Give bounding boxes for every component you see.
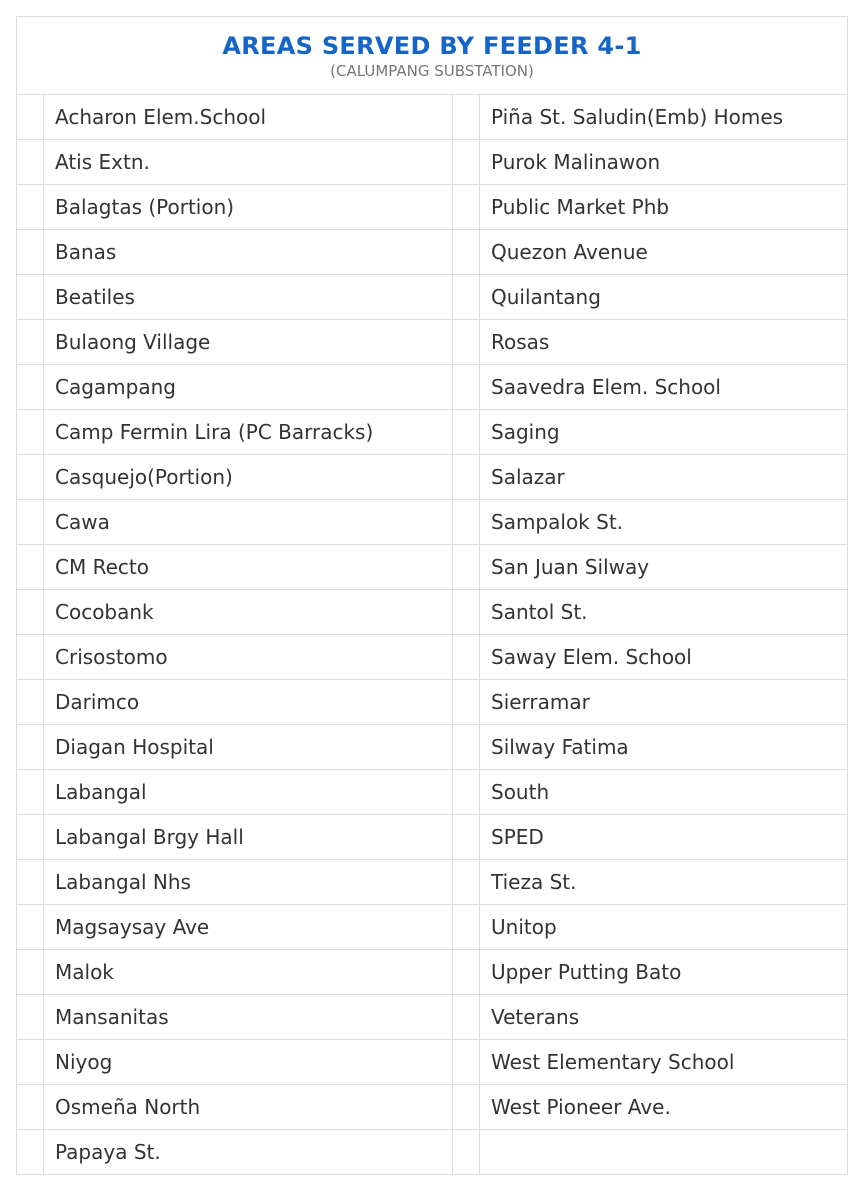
row-gutter — [453, 905, 480, 949]
row-gutter — [453, 545, 480, 589]
row-gutter — [17, 185, 44, 229]
area-name-cell: Casquejo(Portion) — [44, 455, 453, 499]
area-name-cell: Bulaong Village — [44, 320, 453, 364]
area-name-cell: Saging — [491, 420, 560, 444]
area-name-cell: Acharon Elem.School — [44, 95, 453, 139]
area-name-cell: Banas — [44, 230, 453, 274]
area-name-cell: Papaya St. — [44, 1130, 453, 1174]
row-gutter — [453, 860, 480, 904]
table-row — [17, 680, 847, 725]
area-name-cell: Atis Extn. — [44, 140, 453, 184]
row-gutter — [453, 365, 480, 409]
area-name-cell: Balagtas (Portion) — [44, 185, 453, 229]
row-gutter — [17, 635, 44, 679]
page-subtitle: (CALUMPANG SUBSTATION) — [330, 62, 534, 80]
row-gutter — [453, 1040, 480, 1084]
row-gutter — [453, 635, 480, 679]
page-title: AREAS SERVED BY FEEDER 4-1 — [222, 32, 642, 60]
row-gutter — [453, 140, 480, 184]
row-gutter — [17, 995, 44, 1039]
table-header — [17, 17, 847, 95]
area-name-cell: Unitop — [491, 915, 557, 939]
area-name-cell: Labangal Brgy Hall — [44, 815, 453, 859]
row-gutter — [453, 680, 480, 724]
area-name-cell: Rosas — [491, 330, 550, 354]
row-gutter — [17, 860, 44, 904]
table-row — [17, 365, 847, 410]
table-row — [17, 1130, 847, 1174]
table-row — [17, 905, 847, 950]
area-name-cell: Labangal Nhs — [44, 860, 453, 904]
row-gutter — [17, 95, 44, 139]
area-name-cell: Quezon Avenue — [491, 240, 648, 264]
area-name-cell: Labangal — [44, 770, 453, 814]
area-name-cell: West Pioneer Ave. — [491, 1095, 671, 1119]
row-gutter — [453, 725, 480, 769]
table-row — [17, 770, 847, 815]
row-gutter — [453, 500, 480, 544]
area-name-cell: Quilantang — [491, 285, 601, 309]
row-gutter — [453, 770, 480, 814]
row-gutter — [453, 1130, 480, 1174]
row-gutter — [17, 275, 44, 319]
area-name-cell: Camp Fermin Lira (PC Barracks) — [44, 410, 453, 454]
row-gutter — [17, 1040, 44, 1084]
area-name-cell — [480, 1130, 847, 1174]
row-gutter — [17, 590, 44, 634]
row-gutter — [17, 500, 44, 544]
area-name-cell: SPED — [491, 825, 544, 849]
row-gutter — [17, 1130, 44, 1174]
row-gutter — [17, 320, 44, 364]
table-row — [17, 815, 847, 860]
area-name-cell: CM Recto — [44, 545, 453, 589]
row-gutter — [453, 995, 480, 1039]
row-gutter — [453, 410, 480, 454]
row-gutter — [17, 545, 44, 589]
area-name-cell: Niyog — [44, 1040, 453, 1084]
table-row — [17, 635, 847, 680]
area-name-cell: Purok Malinawon — [491, 150, 661, 174]
area-name-cell: Veterans — [491, 1005, 580, 1029]
row-gutter — [17, 815, 44, 859]
table-row — [17, 950, 847, 995]
table-row — [17, 410, 847, 455]
row-gutter — [453, 590, 480, 634]
area-name-cell: Saway Elem. School — [491, 645, 692, 669]
area-name-cell: Cagampang — [44, 365, 453, 409]
area-name-cell: Tieza St. — [491, 870, 577, 894]
table-row — [17, 1040, 847, 1085]
area-name-cell: Darimco — [44, 680, 453, 724]
table-row — [17, 275, 847, 320]
area-name-cell: Salazar — [491, 465, 565, 489]
area-name-cell: Public Market Phb — [491, 195, 670, 219]
area-name-cell: Beatiles — [44, 275, 453, 319]
area-name-cell: Diagan Hospital — [44, 725, 453, 769]
area-name-cell: Sampalok St. — [491, 510, 624, 534]
row-gutter — [453, 815, 480, 859]
row-gutter — [17, 455, 44, 499]
table-row — [17, 860, 847, 905]
row-gutter — [17, 680, 44, 724]
row-gutter — [453, 320, 480, 364]
area-name-cell: West Elementary School — [491, 1050, 735, 1074]
area-name-cell: Piña St. Saludin(Emb) Homes — [491, 105, 784, 129]
row-gutter — [17, 725, 44, 769]
table-row — [17, 590, 847, 635]
table-row — [17, 500, 847, 545]
area-name-cell: Cocobank — [44, 590, 453, 634]
table-row — [17, 140, 847, 185]
table-row — [17, 545, 847, 590]
area-name-cell: Malok — [44, 950, 453, 994]
row-gutter — [17, 1085, 44, 1129]
area-name-cell: Silway Fatima — [491, 735, 629, 759]
table-body — [17, 95, 847, 1174]
table-row — [17, 995, 847, 1040]
row-gutter — [453, 950, 480, 994]
row-gutter — [453, 1085, 480, 1129]
area-name-cell: Osmeña North — [44, 1085, 453, 1129]
area-name-cell: Cawa — [44, 500, 453, 544]
table-row — [17, 95, 847, 140]
row-gutter — [17, 365, 44, 409]
table-row — [17, 1085, 847, 1130]
row-gutter — [453, 185, 480, 229]
table-row — [17, 455, 847, 500]
row-gutter — [453, 275, 480, 319]
table-row — [17, 725, 847, 770]
area-name-cell: Upper Putting Bato — [491, 960, 682, 984]
area-name-cell: Santol St. — [491, 600, 588, 624]
area-name-cell: Mansanitas — [44, 995, 453, 1039]
row-gutter — [17, 230, 44, 274]
table-row — [17, 320, 847, 365]
area-name-cell: Saavedra Elem. School — [491, 375, 721, 399]
row-gutter — [453, 95, 480, 139]
table-row — [17, 230, 847, 275]
area-name-cell: Sierramar — [491, 690, 590, 714]
area-name-cell: San Juan Silway — [491, 555, 650, 579]
row-gutter — [453, 230, 480, 274]
table-row — [17, 185, 847, 230]
row-gutter — [17, 905, 44, 949]
areas-table — [16, 16, 848, 1175]
row-gutter — [17, 950, 44, 994]
row-gutter — [17, 140, 44, 184]
row-gutter — [453, 455, 480, 499]
row-gutter — [17, 770, 44, 814]
area-name-cell: Crisostomo — [44, 635, 453, 679]
area-name-cell: Magsaysay Ave — [44, 905, 453, 949]
row-gutter — [17, 410, 44, 454]
area-name-cell: South — [491, 780, 550, 804]
